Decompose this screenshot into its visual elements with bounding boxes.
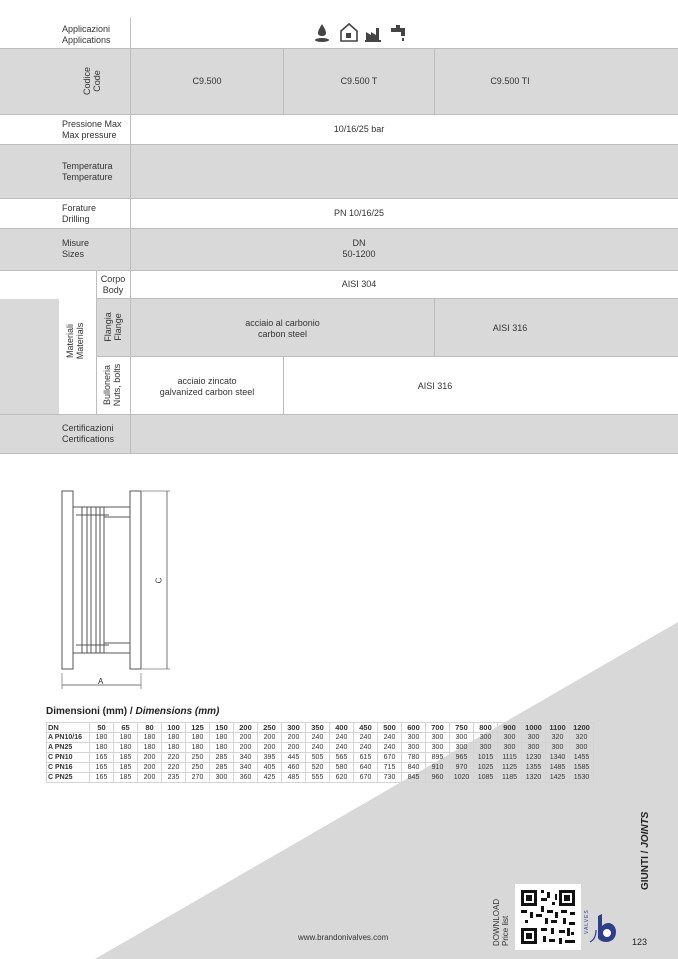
flange-label-it: Flangia	[103, 312, 113, 342]
dimensions-cell: 200	[138, 773, 162, 783]
dimensions-cell: 580	[330, 763, 354, 773]
dimensions-cell: 300	[498, 743, 522, 753]
dimensions-cell: 200	[282, 743, 306, 753]
dimensions-cell: 180	[186, 743, 210, 753]
dimensions-cell: 520	[306, 763, 330, 773]
bolts-value-1-it: acciaio zincato	[177, 376, 237, 386]
dimensions-cell: 180	[138, 743, 162, 753]
dimensions-header-cell: 50	[90, 723, 114, 733]
dimensions-cell: 395	[258, 753, 282, 763]
dimensions-cell: 240	[378, 733, 402, 743]
flange-value-1-it: acciaio al carbonio	[245, 318, 320, 328]
dimensions-cell: 405	[258, 763, 282, 773]
dimensions-cell: 780	[402, 753, 426, 763]
page-number: 123	[632, 937, 648, 947]
dimensions-header-cell: 80	[138, 723, 162, 733]
brand-text: VALVES	[584, 909, 590, 934]
dimensions-cell: 960	[426, 773, 450, 783]
dimensions-cell: 180	[114, 743, 138, 753]
dimensions-header-cell: 100	[162, 723, 186, 733]
website-link[interactable]: www.brandonivalves.com	[298, 933, 389, 942]
dimensions-header-cell: 750	[450, 723, 474, 733]
dimensions-cell: 220	[162, 753, 186, 763]
pressure-label-en: Max pressure	[62, 130, 117, 140]
section-title-en: JOINTS	[640, 811, 651, 848]
dimensions-cell: 965	[450, 753, 474, 763]
dimensions-header-row	[47, 723, 594, 733]
dimensions-cell: 1585	[570, 763, 594, 773]
flange-value-1-en: carbon steel	[257, 329, 308, 339]
applications-label-en: Applications	[62, 35, 111, 45]
sizes-value-line1: DN	[352, 238, 366, 248]
dimensions-cell: 565	[330, 753, 354, 763]
dimensions-cell: 1085	[474, 773, 498, 783]
dimensions-cell: 1485	[546, 763, 570, 773]
download-label	[492, 899, 510, 946]
dimensions-cell: 300	[402, 743, 426, 753]
dimensions-header-cell: 125	[186, 723, 210, 733]
pressure-label-it: Pressione Max	[62, 119, 122, 129]
dimensions-title-en: Dimensions (mm)	[135, 706, 220, 717]
dimensions-cell: 300	[210, 773, 234, 783]
section-title-sep: /	[640, 847, 651, 857]
dimensions-cell: 1185	[498, 773, 522, 783]
dimensions-header-cell: 200	[234, 723, 258, 733]
dimensions-cell: 180	[162, 733, 186, 743]
dimensions-row-label: C PN25	[47, 773, 90, 783]
code-value-2: C9.500 T	[340, 76, 378, 86]
dimensions-row-label: C PN10	[47, 753, 90, 763]
temperature-label-it: Temperatura	[62, 161, 113, 171]
dimensions-cell: 910	[426, 763, 450, 773]
dimension-c-label: C	[154, 577, 164, 584]
dimensions-row-label: A PN10/16	[47, 733, 90, 743]
dimensions-cell: 340	[234, 753, 258, 763]
dimensions-cell: 640	[354, 763, 378, 773]
dimensions-cell: 320	[546, 733, 570, 743]
download-text: DOWNLOAD	[492, 898, 501, 946]
dimensions-cell: 240	[354, 733, 378, 743]
dimensions-cell: 220	[162, 763, 186, 773]
drilling-value: PN 10/16/25	[333, 208, 385, 218]
dimensions-cell: 505	[306, 753, 330, 763]
sizes-value-line2: 50-1200	[342, 249, 376, 259]
pressure-value: 10/16/25 bar	[333, 124, 385, 134]
dimensions-header-cell: 1200	[570, 723, 594, 733]
dimensions-table	[46, 722, 594, 783]
qr-code[interactable]	[515, 884, 581, 950]
dimensions-cell: 460	[282, 763, 306, 773]
dimensions-cell: 970	[450, 763, 474, 773]
dimensions-cell: 320	[570, 733, 594, 743]
materials-label-it: Materiali	[65, 324, 75, 359]
dimensions-row	[47, 753, 594, 763]
dimensions-cell: 200	[234, 743, 258, 753]
dimensions-cell: 180	[90, 733, 114, 743]
brand-logo	[588, 910, 618, 944]
dimensions-cell: 715	[378, 763, 402, 773]
dimensions-cell: 235	[162, 773, 186, 783]
bolts-value-1-en: galvanized carbon steel	[159, 387, 255, 397]
dimensions-cell: 670	[378, 753, 402, 763]
dimensions-cell: 200	[258, 733, 282, 743]
dimensions-cell: 165	[90, 763, 114, 773]
dimensions-cell: 200	[138, 753, 162, 763]
dimensions-cell: 1455	[570, 753, 594, 763]
bolts-label-en: Nuts, bolts	[112, 363, 122, 407]
dimensions-cell: 165	[90, 773, 114, 783]
dimensions-cell: 300	[522, 733, 546, 743]
dimensions-cell: 180	[90, 743, 114, 753]
dimensions-cell: 730	[378, 773, 402, 783]
brand-logo-icon	[590, 914, 616, 942]
dimensions-cell: 1230	[522, 753, 546, 763]
code-value-3: C9.500 TI	[490, 76, 530, 86]
dimensions-cell: 180	[114, 733, 138, 743]
sizes-label-en: Sizes	[62, 249, 85, 259]
dimensions-header-cell: 250	[258, 723, 282, 733]
dimensions-header-cell: 900	[498, 723, 522, 733]
dimensions-cell: 840	[402, 763, 426, 773]
dimensions-cell: 240	[330, 743, 354, 753]
dimensions-row	[47, 763, 594, 773]
dimensions-cell: 615	[354, 753, 378, 763]
dimensions-cell: 445	[282, 753, 306, 763]
dimensions-cell: 360	[234, 773, 258, 783]
dimension-a-label: A	[98, 677, 104, 686]
dimensions-cell: 200	[282, 733, 306, 743]
dimensions-cell: 180	[210, 733, 234, 743]
dimensions-cell: 185	[114, 773, 138, 783]
dimensions-cell: 240	[378, 743, 402, 753]
dimensions-cell: 240	[354, 743, 378, 753]
dimensions-cell: 300	[522, 743, 546, 753]
dimensions-header-cell: 800	[474, 723, 498, 733]
dimensions-row-label: A PN25	[47, 743, 90, 753]
dimensions-cell: 1320	[522, 773, 546, 783]
dimensions-cell: 240	[306, 743, 330, 753]
applications-label-it: Applicazioni	[62, 24, 111, 34]
section-title-it: GIUNTI	[640, 856, 651, 890]
dimensions-cell: 1125	[498, 763, 522, 773]
dimensions-cell: 555	[306, 773, 330, 783]
code-value-1: C9.500	[192, 76, 222, 86]
dimensions-cell: 300	[426, 733, 450, 743]
dimensions-cell: 1530	[570, 773, 594, 783]
temperature-label-en: Temperature	[62, 172, 113, 182]
dimensions-header-cell: 300	[282, 723, 306, 733]
dimensions-cell: 300	[426, 743, 450, 753]
dimensions-header-cell: 400	[330, 723, 354, 733]
dimensions-cell: 300	[450, 733, 474, 743]
dimensions-cell: 180	[210, 743, 234, 753]
dimensions-cell: 1020	[450, 773, 474, 783]
flange-value-2: AISI 316	[492, 323, 528, 333]
technical-drawing	[55, 485, 175, 695]
dimensions-cell: 300	[546, 743, 570, 753]
dimensions-cell: 1015	[474, 753, 498, 763]
dimensions-cell: 300	[450, 743, 474, 753]
dimensions-header-cell: 600	[402, 723, 426, 733]
drilling-label-it: Forature	[62, 203, 97, 213]
dimensions-title	[46, 706, 219, 717]
dimensions-header-cell: 150	[210, 723, 234, 733]
dimensions-cell: 300	[402, 733, 426, 743]
dimensions-cell: 425	[258, 773, 282, 783]
dimensions-cell: 845	[402, 773, 426, 783]
dimensions-row	[47, 733, 594, 743]
dimensions-title-it: Dimensioni (mm)	[46, 706, 128, 717]
dimensions-cell: 200	[258, 743, 282, 753]
dimensions-cell: 285	[210, 753, 234, 763]
dimensions-cell: 1340	[546, 753, 570, 763]
dimensions-cell: 300	[570, 743, 594, 753]
dimensions-cell: 200	[138, 763, 162, 773]
dimensions-cell: 1355	[522, 763, 546, 773]
dimensions-cell: 340	[234, 763, 258, 773]
certifications-label-it: Certificazioni	[62, 423, 114, 433]
body-value: AISI 304	[341, 279, 377, 289]
dimensions-row	[47, 773, 594, 783]
dimensions-cell: 200	[234, 733, 258, 743]
dimensions-cell: 1025	[474, 763, 498, 773]
dimensions-header-cell: 450	[354, 723, 378, 733]
code-label-en: Code	[92, 70, 102, 92]
dimensions-cell: 250	[186, 763, 210, 773]
materials-label-en: Materials	[75, 322, 85, 360]
body-label-it: Corpo	[100, 274, 126, 284]
dimensions-cell: 270	[186, 773, 210, 783]
dimensions-header-cell: 1100	[546, 723, 570, 733]
bolts-value-2: AISI 316	[417, 381, 453, 391]
code-label-it: Codice	[82, 67, 92, 96]
dimensions-cell: 300	[474, 733, 498, 743]
dimensions-cell: 1425	[546, 773, 570, 783]
dimensions-cell: 180	[138, 733, 162, 743]
dimensions-cell: 285	[210, 763, 234, 773]
dimensions-cell: 895	[426, 753, 450, 763]
dimensions-cell: 485	[282, 773, 306, 783]
dimensions-row	[47, 743, 594, 753]
dimensions-header-dn: DN	[47, 723, 90, 733]
dimensions-cell: 185	[114, 753, 138, 763]
dimensions-cell: 1115	[498, 753, 522, 763]
dimensions-cell: 620	[330, 773, 354, 783]
bolts-label-it: Bulloneria	[102, 364, 112, 406]
dimensions-cell: 185	[114, 763, 138, 773]
dimensions-cell: 670	[354, 773, 378, 783]
dimensions-cell: 165	[90, 753, 114, 763]
certifications-label-en: Certifications	[62, 434, 115, 444]
body-label-en: Body	[102, 285, 124, 295]
dimensions-cell: 240	[330, 733, 354, 743]
dimensions-title-sep: /	[127, 706, 136, 717]
dimensions-cell: 300	[474, 743, 498, 753]
dimensions-cell: 240	[306, 733, 330, 743]
flange-label-en: Flange	[113, 313, 123, 341]
dimensions-cell: 250	[186, 753, 210, 763]
dimensions-cell: 180	[186, 733, 210, 743]
section-title	[640, 812, 651, 890]
dimensions-cell: 180	[162, 743, 186, 753]
dimensions-header-cell: 350	[306, 723, 330, 733]
dimensions-row-label: C PN16	[47, 763, 90, 773]
dimensions-header-cell: 700	[426, 723, 450, 733]
sizes-label-it: Misure	[62, 238, 90, 248]
dimensions-cell: 300	[498, 733, 522, 743]
dimensions-header-cell: 1000	[522, 723, 546, 733]
dimensions-header-cell: 65	[114, 723, 138, 733]
price-list-text: Price list	[501, 915, 510, 946]
drilling-label-en: Drilling	[62, 214, 90, 224]
dimensions-header-cell: 500	[378, 723, 402, 733]
